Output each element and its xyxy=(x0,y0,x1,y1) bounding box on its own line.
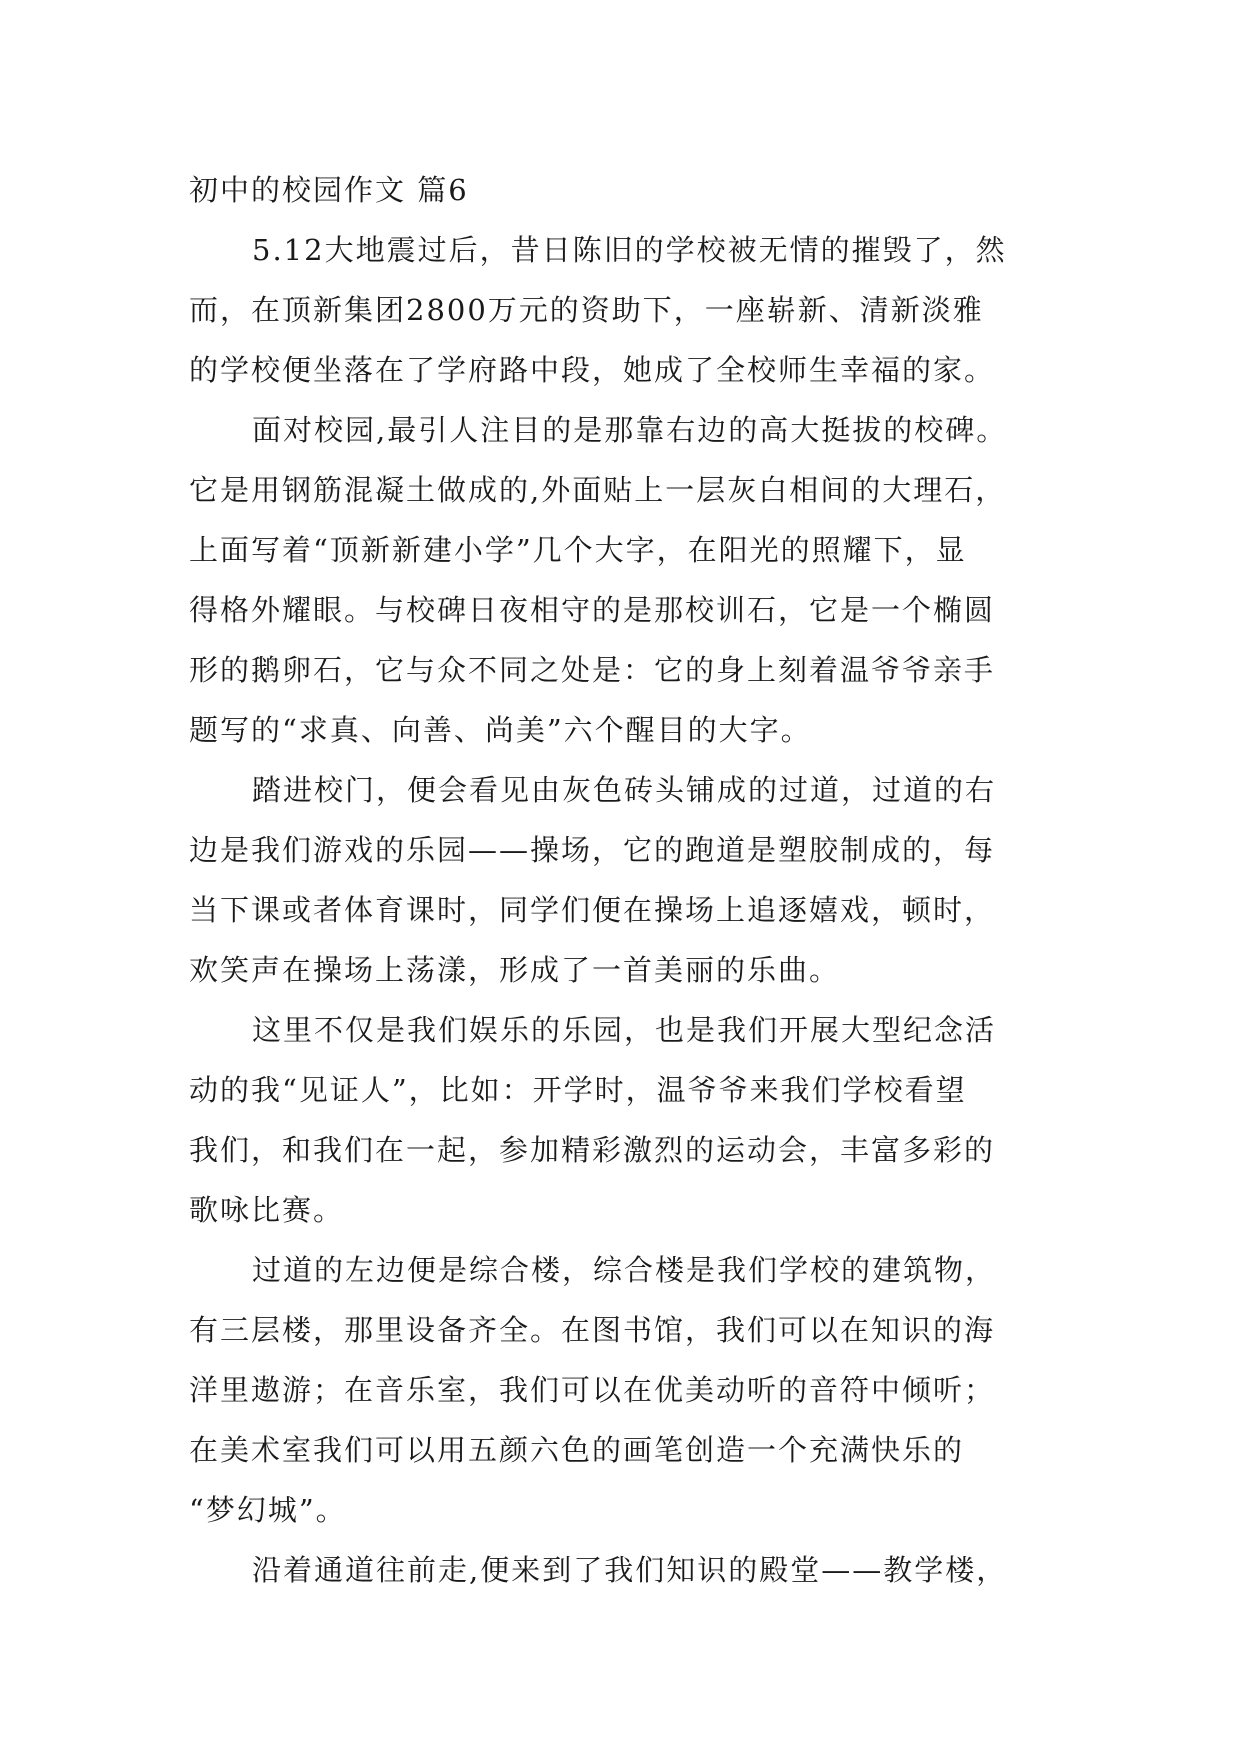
paragraph-line: 在美术室我们可以用五颜六色的画笔创造一个充满快乐的 xyxy=(189,1433,965,1467)
paragraph-line: “梦幻城”。 xyxy=(189,1493,347,1527)
paragraph-line: 洋里遨游；在音乐室，我们可以在优美动听的音符中倾听； xyxy=(189,1373,996,1407)
paragraph-line: 沿着通道往前走,便来到了我们知识的殿堂——教学楼， xyxy=(252,1553,1008,1587)
article-title: 初中的校园作文 篇6 xyxy=(189,173,469,207)
paragraph-line: 过道的左边便是综合楼，综合楼是我们学校的建筑物， xyxy=(252,1253,997,1287)
paragraph-line: 我们，和我们在一起，参加精彩激烈的运动会，丰富多彩的 xyxy=(189,1133,996,1167)
paragraph-line: 而，在顶新集团2800万元的资助下，一座崭新、清新淡雅 xyxy=(189,293,984,327)
paragraph xyxy=(189,220,1061,400)
paragraph xyxy=(189,400,1061,760)
paragraph-line: 当下课或者体育课时，同学们便在操场上追逐嬉戏，顿时， xyxy=(189,893,996,927)
paragraph xyxy=(189,1240,1061,1540)
paragraph-line: 它是用钢筋混凝土做成的,外面贴上一层灰白相间的大理石， xyxy=(189,473,1007,507)
paragraph-line: 上面写着“顶新新建小学”几个大字，在阳光的照耀下，显 xyxy=(189,533,967,567)
article-body xyxy=(189,160,1061,1600)
paragraph-line: 边是我们游戏的乐园——操场，它的跑道是塑胶制成的，每 xyxy=(189,833,996,867)
paragraph-line: 歌咏比赛。 xyxy=(189,1193,345,1227)
paragraph-line: 的学校便坐落在了学府路中段，她成了全校师生幸福的家。 xyxy=(189,353,996,387)
paragraph xyxy=(189,1000,1061,1240)
paragraph-line: 踏进校门，便会看见由灰色砖头铺成的过道，过道的右 xyxy=(252,773,997,807)
paragraph-line: 题写的“求真、向善、尚美”六个醒目的大字。 xyxy=(189,713,812,747)
paragraph-line: 面对校园,最引人注目的是那靠右边的高大挺拔的校碑。 xyxy=(252,413,1008,447)
paragraph xyxy=(189,1540,1061,1600)
paragraph-line: 5.12大地震过后，昔日陈旧的学校被无情的摧毁了，然 xyxy=(252,233,1007,267)
paragraph-line: 形的鹅卵石，它与众不同之处是：它的身上刻着温爷爷亲手 xyxy=(189,653,996,687)
paragraph-line: 得格外耀眼。与校碑日夜相守的是那校训石，它是一个椭圆 xyxy=(189,593,996,627)
paragraph xyxy=(189,760,1061,1000)
paragraph-line: 这里不仅是我们娱乐的乐园，也是我们开展大型纪念活 xyxy=(252,1013,997,1047)
paragraph-line: 欢笑声在操场上荡漾，形成了一首美丽的乐曲。 xyxy=(189,953,841,987)
paragraph-line: 有三层楼，那里设备齐全。在图书馆，我们可以在知识的海 xyxy=(189,1313,996,1347)
paragraph-line: 动的我“见证人”，比如：开学时，温爷爷来我们学校看望 xyxy=(189,1073,967,1107)
